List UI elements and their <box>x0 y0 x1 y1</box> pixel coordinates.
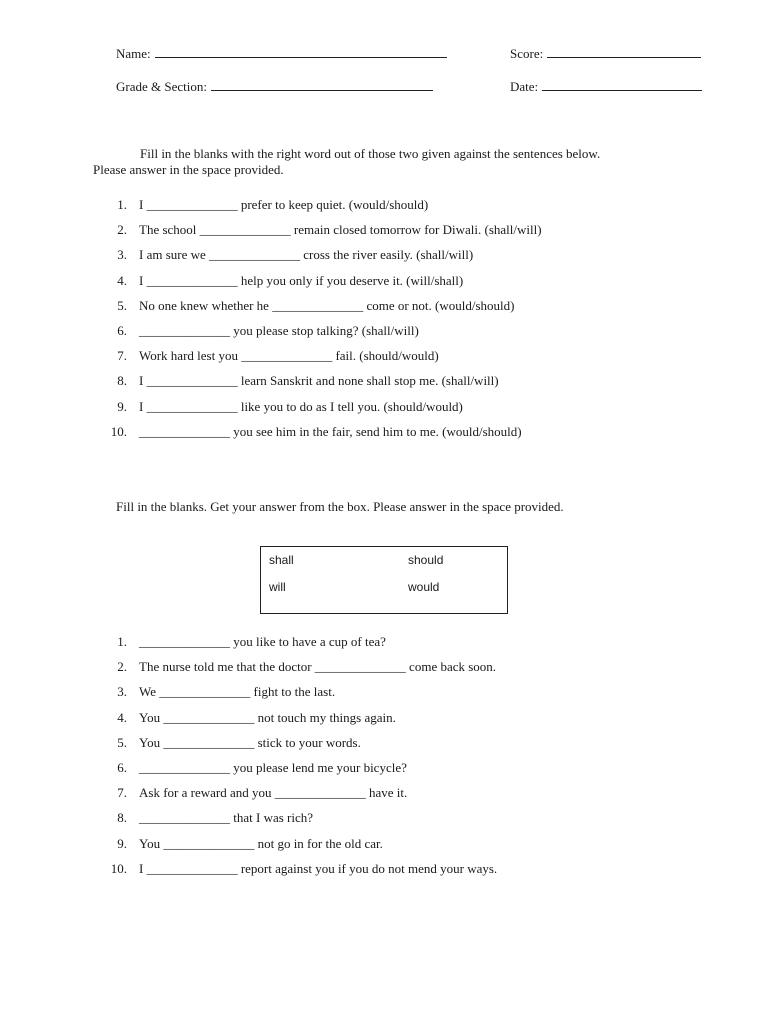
word-bank-box <box>260 546 508 614</box>
part2-instructions: Fill in the blanks. Get your answer from the box. Please answer in the space provided. <box>116 499 564 514</box>
question-number: 1. <box>117 197 127 212</box>
question-number: 5. <box>117 297 127 313</box>
question-number: 9. <box>117 835 127 851</box>
grade-section-label: Grade & Section: <box>116 79 207 94</box>
question-number: 3. <box>117 247 127 263</box>
question-text: Ask for a reward and you ______________ have it. <box>139 785 408 801</box>
question-number: 8. <box>117 810 127 826</box>
question-number: 4. <box>117 272 127 288</box>
name-blank[interactable] <box>155 45 447 58</box>
question-text: Work hard lest you ______________ fail. (should/would) <box>139 348 439 364</box>
question-number: 2. <box>117 659 127 675</box>
question-text: No one knew whether he ______________ come or not. (would/should) <box>139 297 515 313</box>
question-text: ______________ that I was rich? <box>139 810 314 826</box>
question-text: I ______________ report against you if you do not mend your ways. <box>139 860 498 876</box>
word-bank-item: should <box>408 553 444 567</box>
question-number: 2. <box>117 222 127 238</box>
grade-section-blank[interactable] <box>211 78 433 91</box>
word-bank-item: will <box>269 580 286 594</box>
question-number: 3. <box>117 684 127 700</box>
question-number: 5. <box>117 734 127 750</box>
date-blank[interactable] <box>542 78 702 91</box>
name-label: Name: <box>116 46 151 61</box>
question-text: ______________ you like to have a cup of tea? <box>139 634 386 649</box>
word-bank-item: shall <box>269 553 294 567</box>
question-number: 8. <box>117 373 127 389</box>
question-text: I ______________ prefer to keep quiet. (would/should) <box>139 197 429 212</box>
date-field[interactable] <box>510 78 702 95</box>
question-text: ______________ you see him in the fair, send him to me. (would/should) <box>139 423 522 439</box>
date-label: Date: <box>510 79 539 94</box>
part1-instructions <box>93 146 703 178</box>
question-text: ______________ you please stop talking? (shall/will) <box>139 322 419 338</box>
question-text: I ______________ like you to do as I tell you. (should/would) <box>139 398 463 414</box>
grade-section-field[interactable] <box>116 78 433 95</box>
question-number: 1. <box>117 634 127 649</box>
question-text: I am sure we ______________ cross the river easily. (shall/will) <box>139 247 474 263</box>
question-text: I ______________ learn Sanskrit and none shall stop me. (shall/will) <box>139 373 499 389</box>
score-label: Score: <box>510 46 544 61</box>
question-number: 7. <box>117 785 127 801</box>
question-text: You ______________ stick to your words. <box>139 734 361 750</box>
part1-instructions-line2: Please answer in the space provided. <box>93 162 284 177</box>
score-blank[interactable] <box>547 45 701 58</box>
question-number: 6. <box>117 322 127 338</box>
question-text: We ______________ fight to the last. <box>139 684 336 700</box>
question-number: 9. <box>117 398 127 414</box>
word-bank-item: would <box>408 580 440 594</box>
question-text: ______________ you please lend me your bicycle? <box>139 759 407 775</box>
question-number: 6. <box>117 759 127 775</box>
question-text: You ______________ not touch my things again. <box>139 709 396 725</box>
question-text: You ______________ not go in for the old car. <box>139 835 383 851</box>
name-field[interactable] <box>116 45 447 62</box>
question-number: 4. <box>117 709 127 725</box>
question-text: I ______________ help you only if you deserve it. (will/shall) <box>139 272 464 288</box>
question-text: The nurse told me that the doctor ______________ come back soon. <box>139 659 497 675</box>
question-number: 7. <box>117 348 127 364</box>
question-text: The school ______________ remain closed tomorrow for Diwali. (shall/will) <box>139 222 542 238</box>
score-field[interactable] <box>510 45 701 62</box>
question-number: 10. <box>110 860 127 876</box>
question-number: 10. <box>110 423 127 439</box>
part1-instructions-line1: Fill in the blanks with the right word out of those two given against the sentences below. <box>140 146 601 161</box>
